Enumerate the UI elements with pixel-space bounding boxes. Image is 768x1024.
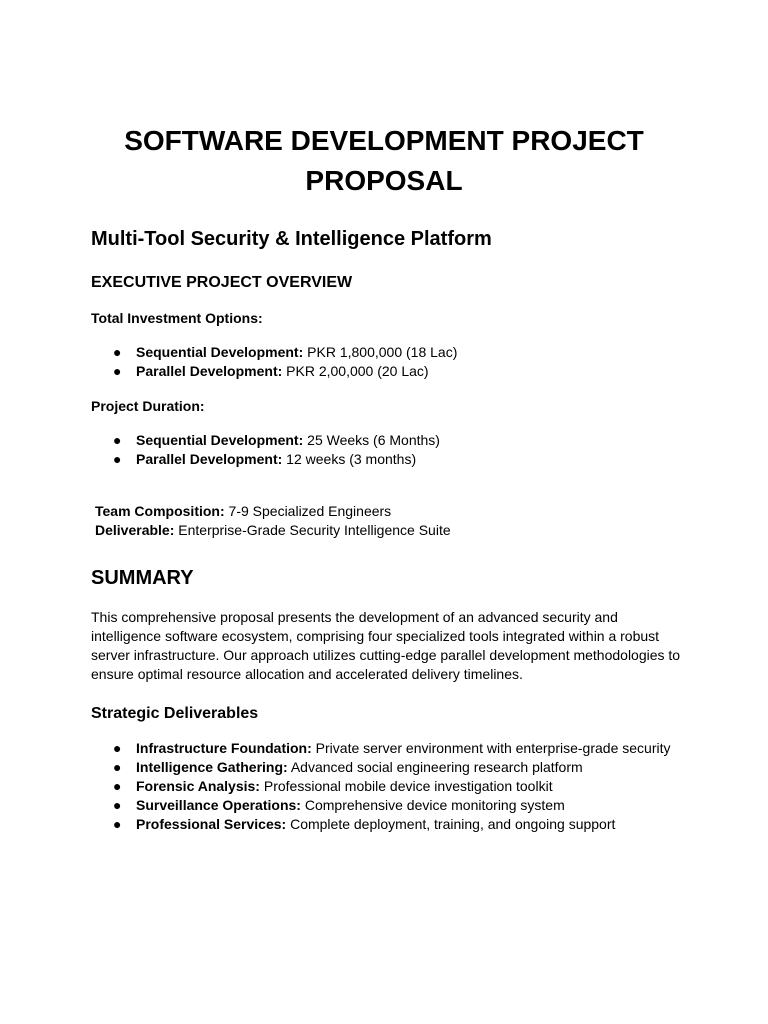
list-item	[91, 739, 670, 758]
item-label: Parallel Development:	[136, 451, 283, 467]
bullet-icon: ●	[113, 778, 122, 794]
item-label: Forensic Analysis:	[136, 778, 260, 794]
item-value: PKR 1,800,000 (18 Lac)	[303, 344, 458, 360]
duration-label: Project Duration:	[91, 398, 205, 414]
item-label: Surveillance Operations:	[136, 797, 301, 813]
deliverable	[95, 521, 451, 540]
strategic-list	[91, 739, 670, 834]
list-item	[91, 343, 457, 362]
bullet-icon: ●	[113, 363, 122, 379]
investment-list	[91, 343, 457, 381]
item-label: Sequential Development:	[136, 432, 304, 448]
list-item	[91, 431, 440, 450]
team-value: 7-9 Specialized Engineers	[224, 503, 392, 519]
list-item	[91, 758, 670, 777]
item-value: 25 Weeks (6 Months)	[303, 432, 440, 448]
document-title: SOFTWARE DEVELOPMENT PROJECT PROPOSAL	[124, 125, 644, 196]
item-value: Private server environment with enterprise-grade security	[311, 740, 671, 756]
item-label: Parallel Development:	[136, 363, 283, 379]
list-item	[91, 362, 457, 381]
item-value: Advanced social engineering research platform	[287, 759, 583, 775]
item-value: PKR 2,00,000 (20 Lac)	[282, 363, 429, 379]
item-value: Comprehensive device monitoring system	[300, 797, 565, 813]
item-value: Complete deployment, training, and ongoing support	[286, 816, 616, 832]
bullet-icon: ●	[113, 759, 122, 775]
overview-heading: EXECUTIVE PROJECT OVERVIEW	[91, 274, 353, 291]
bullet-icon: ●	[113, 451, 122, 467]
document-subtitle: Multi-Tool Security & Intelligence Platform	[91, 228, 492, 250]
summary-paragraph: This comprehensive proposal presents the development of an advanced security and intelligence software ecosystem, comprising four specialized tools integrated within a robust server infrastructure. Our approach utilizes cutting-edge parallel development methodologies to ensure optimal resource allocation and accelerated delivery timelines.	[91, 609, 681, 682]
item-label: Intelligence Gathering:	[136, 759, 288, 775]
list-item	[91, 777, 670, 796]
bullet-icon: ●	[113, 816, 122, 832]
item-value: 12 weeks (3 months)	[282, 451, 417, 467]
list-item	[91, 815, 670, 834]
deliverable-value: Enterprise-Grade Security Intelligence Suite	[174, 522, 451, 538]
item-value: Professional mobile device investigation toolkit	[259, 778, 553, 794]
item-label: Professional Services:	[136, 816, 287, 832]
summary-heading: SUMMARY	[91, 567, 194, 589]
team-label: Team Composition:	[95, 503, 225, 519]
duration-list	[91, 431, 440, 469]
bullet-icon: ●	[113, 740, 122, 756]
list-item	[91, 450, 440, 469]
bullet-icon: ●	[113, 344, 122, 360]
strategic-heading: Strategic Deliverables	[91, 705, 259, 722]
bullet-icon: ●	[113, 797, 122, 813]
investment-label: Total Investment Options:	[91, 310, 263, 326]
item-label: Infrastructure Foundation:	[136, 740, 312, 756]
list-item	[91, 796, 670, 815]
bullet-icon: ●	[113, 432, 122, 448]
team-composition	[95, 502, 391, 521]
item-label: Sequential Development:	[136, 344, 304, 360]
deliverable-label: Deliverable:	[95, 522, 175, 538]
